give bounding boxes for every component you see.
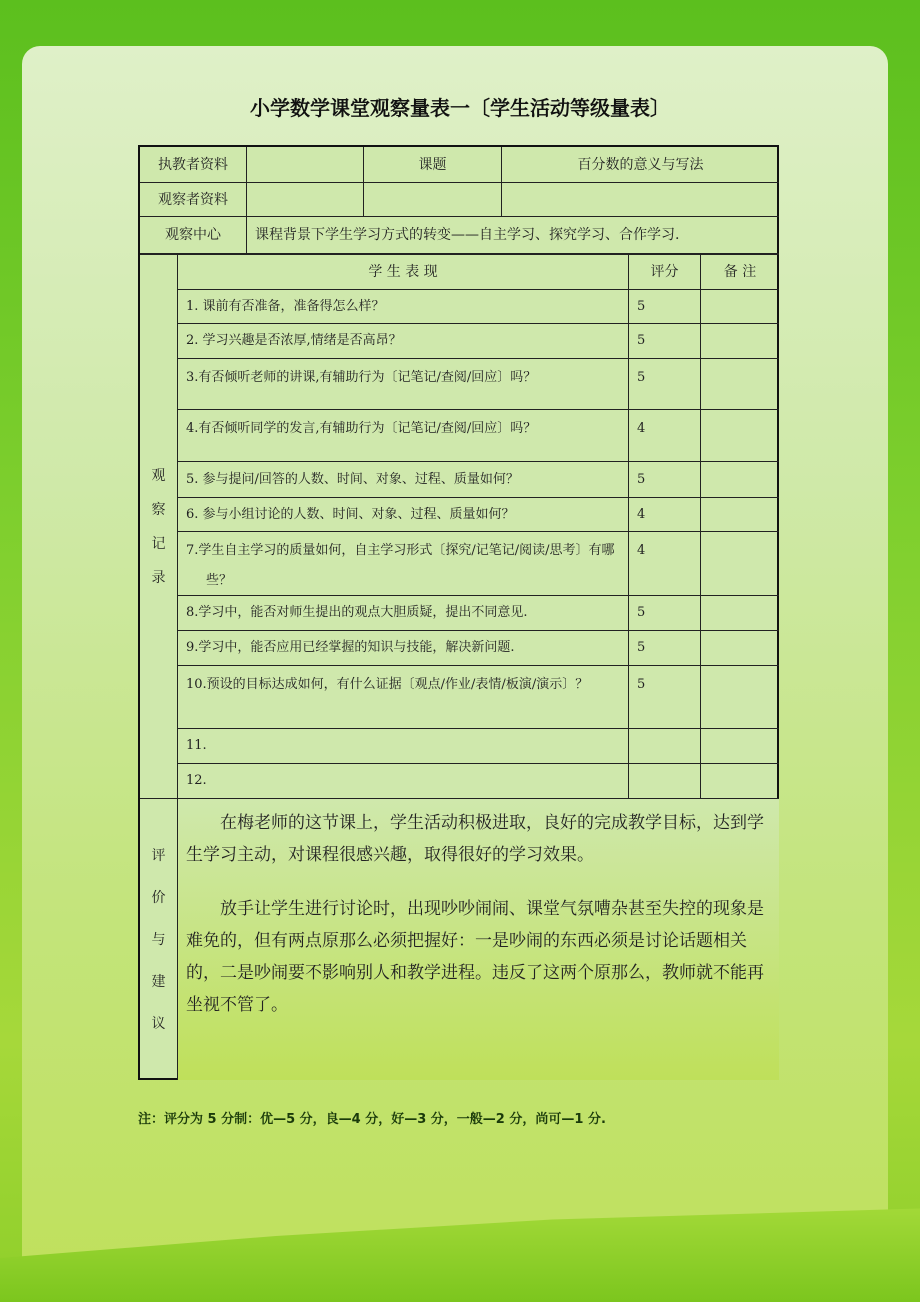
item-text: 9.学习中，能否应用已经掌握的知识与技能，解决新问题. xyxy=(178,631,629,666)
teacher-label: 执教者资料 xyxy=(140,147,247,183)
item-note xyxy=(701,498,779,532)
item-score: 5 xyxy=(629,596,701,631)
item-note xyxy=(701,666,779,729)
scoring-note: 注：评分为 5 分制：优—5 分，良—4 分，好—3 分，一般—2 分，尚可—1 分. xyxy=(138,1112,606,1127)
item-score: 5 xyxy=(629,631,701,666)
item-note xyxy=(701,596,779,631)
evaluation-text xyxy=(178,799,779,1080)
item-score: 5 xyxy=(629,666,701,729)
item-text: 12. xyxy=(178,764,629,799)
center-label: 观察中心 xyxy=(140,217,247,255)
record-label-cell xyxy=(140,255,178,799)
col-performance: 学 生 表 现 xyxy=(178,255,629,290)
observation-table xyxy=(138,145,779,1080)
item-score: 4 xyxy=(629,410,701,462)
item-note xyxy=(701,290,779,324)
observer-label: 观察者资料 xyxy=(140,183,247,217)
item-note xyxy=(701,410,779,462)
item-text: 6. 参与小组讨论的人数、时间、对象、过程、质量如何？ xyxy=(178,498,629,532)
topic-value: 百分数的意义与写法 xyxy=(502,147,779,183)
item-score xyxy=(629,764,701,799)
col-score: 评分 xyxy=(629,255,701,290)
topic-label: 课题 xyxy=(364,147,502,183)
item-score: 5 xyxy=(629,324,701,359)
item-text: 10.预设的目标达成如何，有什么证据〔观点/作业/表情/板演/演示〕？ xyxy=(178,666,629,729)
item-score: 4 xyxy=(629,498,701,532)
item-note xyxy=(701,532,779,596)
item-text: 4.有否倾听同学的发言,有辅助行为〔记笔记/查阅/回应〕吗？ xyxy=(178,410,629,462)
item-score: 4 xyxy=(629,532,701,596)
item-text: 7.学生自主学习的质量如何，自主学习形式〔探究/记笔记/阅读/思考〕有哪些？ xyxy=(178,532,629,596)
evaluation-paragraph: 放手让学生进行讨论时，出现吵吵闹闹、课堂气氛嘈杂甚至失控的现象是难免的，但有两点原那么必须把握好：一是吵闹的东西必须是讨论话题相关的，二是吵闹要不影响别人和教学进程。违反了这两个原那么，教师就不能再坐视不管了。 xyxy=(186,899,764,1015)
item-score: 5 xyxy=(629,462,701,498)
item-note xyxy=(701,324,779,359)
record-label: 观察记录 xyxy=(151,467,166,586)
item-note xyxy=(701,729,779,764)
evaluation-paragraph: 在梅老师的这节课上，学生活动积极进取，良好的完成教学目标，达到学生学习主动，对课程很感兴趣，取得很好的学习效果。 xyxy=(186,813,764,865)
item-score: 5 xyxy=(629,290,701,324)
evaluation-label-cell xyxy=(140,799,178,1080)
col-note: 备 注 xyxy=(701,255,779,290)
observer-cell xyxy=(364,183,502,217)
observer-value xyxy=(247,183,364,217)
item-score xyxy=(629,729,701,764)
item-text: 8.学习中，能否对师生提出的观点大胆质疑，提出不同意见. xyxy=(178,596,629,631)
center-value: 课程背景下学生学习方式的转变——自主学习、探究学习、合作学习. xyxy=(247,217,779,255)
observer-cell xyxy=(502,183,779,217)
item-text: 3.有否倾听老师的讲课,有辅助行为〔记笔记/查阅/回应〕吗？ xyxy=(178,359,629,410)
item-text: 5. 参与提问/回答的人数、时间、对象、过程、质量如何？ xyxy=(178,462,629,498)
evaluation-label: 评价与建议 xyxy=(151,847,166,1032)
item-score: 5 xyxy=(629,359,701,410)
page-title: 小学数学课堂观察量表一〔学生活动等级量表〕 xyxy=(250,96,670,120)
item-note xyxy=(701,462,779,498)
item-note xyxy=(701,359,779,410)
item-text: 2. 学习兴趣是否浓厚,情绪是否高昂？ xyxy=(178,324,629,359)
item-text: 1. 课前有否准备，准备得怎么样？ xyxy=(178,290,629,324)
item-note xyxy=(701,631,779,666)
item-text: 11. xyxy=(178,729,629,764)
item-note xyxy=(701,764,779,799)
teacher-value xyxy=(247,147,364,183)
